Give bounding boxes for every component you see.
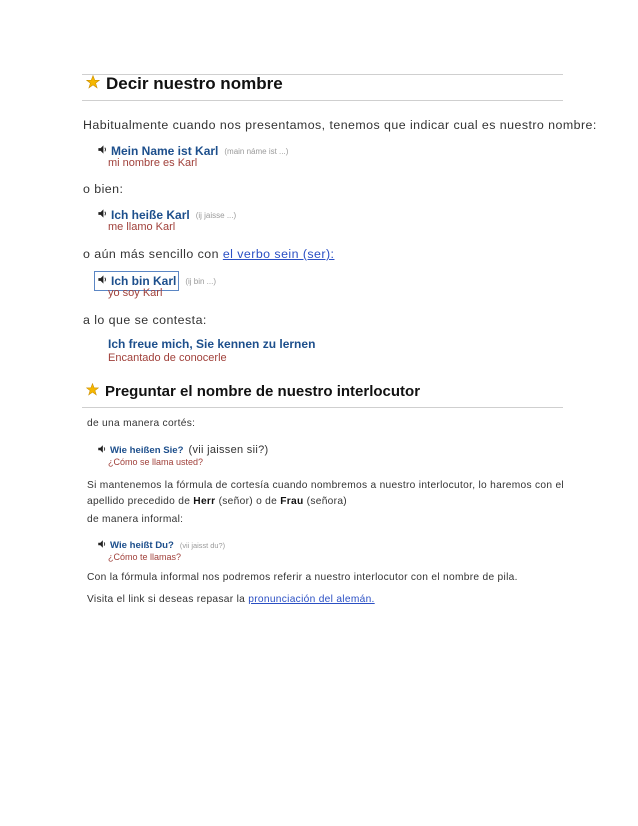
phrase-row [108,337,315,351]
courtesy-note-line2: apellido precedido de Herr (señor) o de Frau (señora) [87,496,347,507]
star-icon [86,74,100,94]
pronunciation: (vii jaissen sii?) [188,444,269,456]
spanish-translation: me llamo Karl [108,221,176,233]
spanish-translation: Encantado de conocerle [108,352,227,364]
pronunciation: (vii jaisst du?) [179,540,226,550]
german-phrase: Mein Name ist Karl [111,144,219,158]
visit-note [87,594,375,605]
german-phrase: Ich freue mich, Sie kennen zu lernen [108,337,316,351]
speaker-icon[interactable] [97,142,108,160]
herr-term: Herr [193,496,216,507]
section-title: Decir nuestro nombre [106,74,283,93]
verb-sein-link[interactable]: el verbo sein (ser): [222,247,335,261]
speaker-icon[interactable] [97,206,108,224]
section-heading [86,383,420,400]
simpler-prefix: o aún más sencillo con [83,247,223,261]
star-icon [86,383,99,400]
informal-intro: de manera informal: [87,514,184,525]
pronunciation: (ij bin ...) [185,276,217,286]
frau-term: Frau [280,496,304,507]
connector-text: o bien: [83,182,124,196]
courtesy-note-line1: Si mantenemos la fórmula de cortesía cuando nombremos a nuestro interlocutor, lo haremos con el [87,480,564,491]
pronunciation: (main náme ist ...) [224,146,289,156]
informal-note: Con la fórmula informal nos podremos referir a nuestro interlocutor con el nombre de pila. [87,572,518,583]
speaker-icon[interactable] [97,536,107,554]
section-title: Preguntar el nombre de nuestro interlocutor [105,383,421,400]
pronunciation: (ij jaisse ...) [195,210,237,220]
visit-prefix: Visita el link si deseas repasar la [87,594,249,605]
section-heading [86,74,283,94]
spanish-translation: ¿Cómo se llama usted? [108,457,204,467]
spanish-translation: mi nombre es Karl [108,157,198,169]
courtesy-note [87,478,564,510]
german-phrase: Ich heiße Karl [111,208,190,222]
connector-text [83,247,334,261]
connector-text: a lo que se contesta: [83,313,207,327]
spanish-translation: ¿Cómo te llamas? [108,552,182,562]
intro-text: Habitualmente cuando nos presentamos, tenemos que indicar cual es nuestro nombre: [83,118,597,132]
spanish-translation: yo soy Karl [108,287,163,299]
german-phrase: Wie heißt Du? [110,539,174,551]
speaker-icon[interactable] [97,441,107,459]
german-phrase: Ich bin Karl [111,274,177,288]
polite-intro: de una manera cortés: [87,418,196,429]
pronunciation-link[interactable]: pronunciación del alemán. [248,594,375,605]
speaker-icon[interactable] [97,272,108,290]
german-phrase: Wie heißen Sie? [110,444,184,456]
